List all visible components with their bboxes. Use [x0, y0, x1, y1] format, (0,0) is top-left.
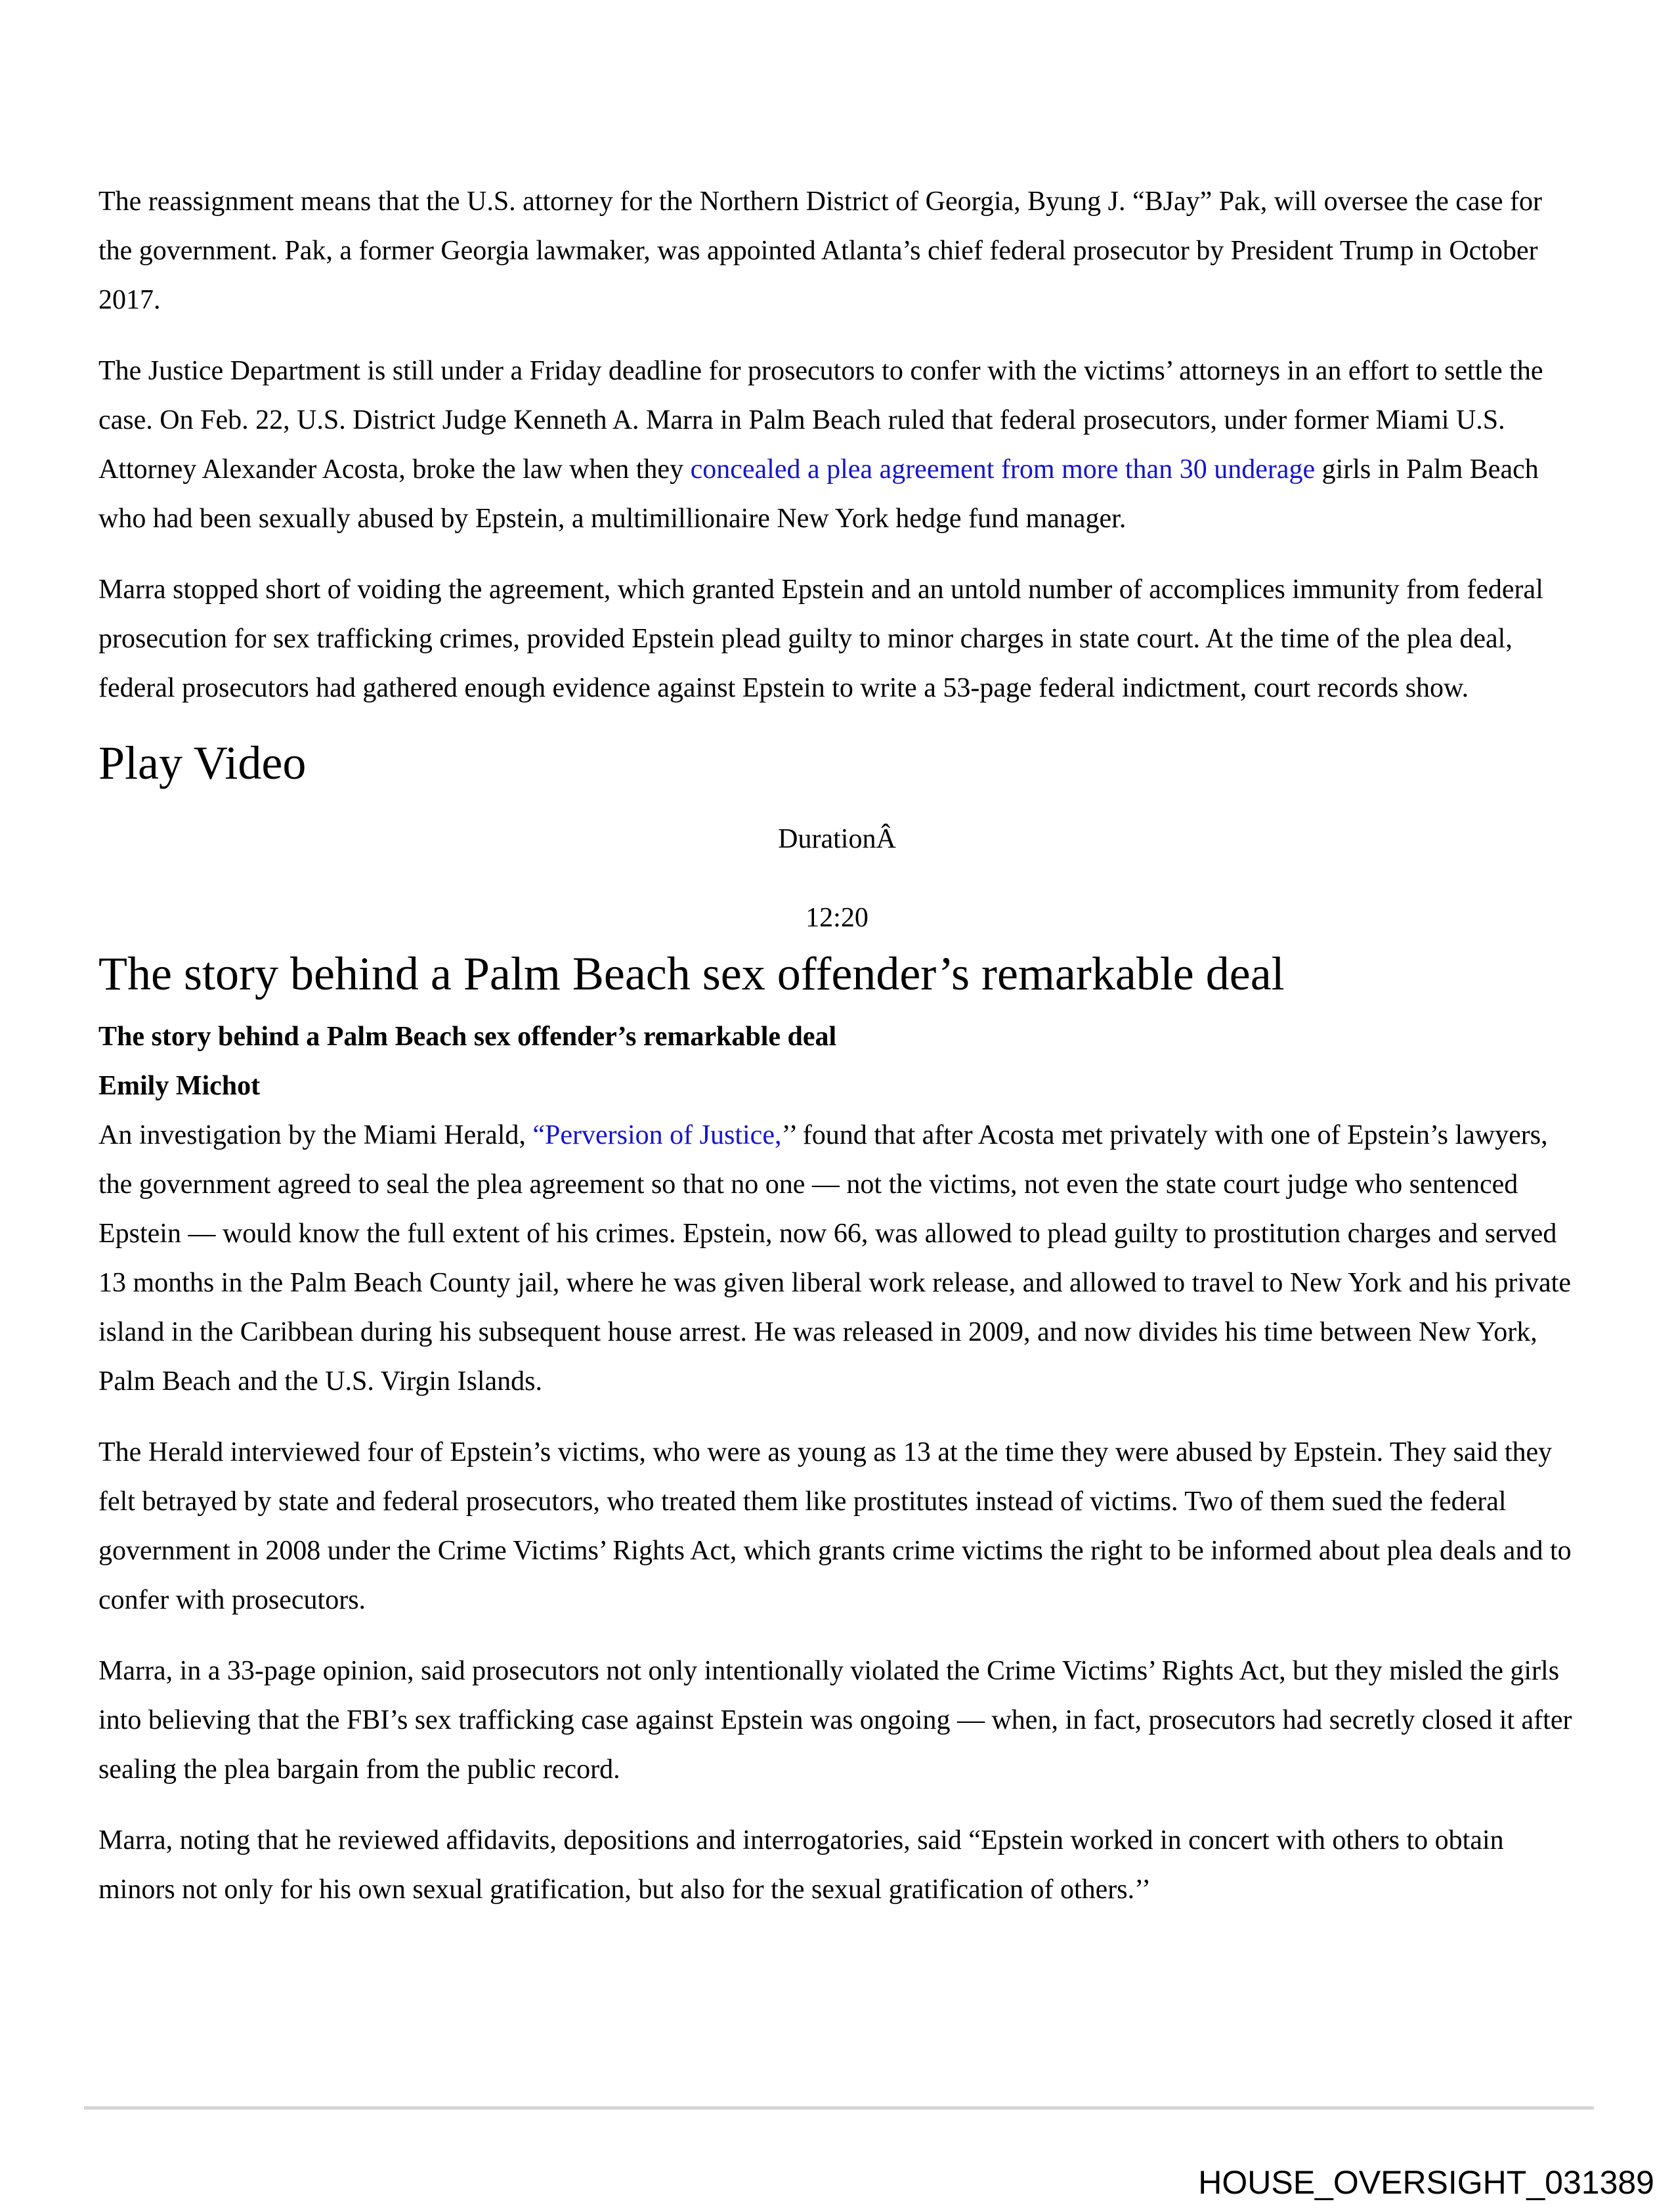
article-paragraph: [98, 347, 1576, 544]
text-segment: An investigation by the Miami Herald,: [98, 1120, 533, 1150]
page-divider: [84, 2106, 1594, 2110]
text-segment: The Herald interviewed four of Epstein’s victims, who were as young as 13 at the time they were abused by Epstein. They said they felt betrayed by state and federal prosecutors, who treated them like prostitutes instead of victims. Two of them sued the federal government in 2008 under the Crime Victims’ Rights Act, which grants crime victims the right to be informed about plea deals and to confer with prosecutors.: [98, 1437, 1572, 1615]
article-paragraph: [98, 565, 1576, 713]
article-paragraph: [98, 1816, 1576, 1915]
video-duration-label: DurationÂ: [778, 824, 896, 854]
video-caption-title: The story behind a Palm Beach sex offender’s remarkable deal: [98, 1022, 837, 1052]
bates-stamp: HOUSE_OVERSIGHT_031389: [1198, 2164, 1654, 2201]
play-video-heading[interactable]: Play Video: [98, 737, 307, 789]
text-segment: ’’ found that after Acosta met privately with one of Epstein’s lawyers, the government agreed to seal the plea agreement so that no one — not the victims, not even the state court judge who sentenced Epstein — would know the full extent of his crimes. Epstein, now 66, was allowed to plead guilty to prostitution charges and served 13 months in the Palm Beach County jail, where he was given liberal work release, and allowed to travel to New York and his private island in the Caribbean during his subsequent house arrest. He was released in 2009, and now divides his time between New York, Palm Beach and the U.S. Virgin Islands.: [98, 1120, 1571, 1397]
text-segment: The reassignment means that the U.S. attorney for the Northern District of Georgia, Byung J. “BJay” Pak, will oversee the case for the government. Pak, a former Georgia lawmaker, was appointed Atlanta’s chief federal prosecutor by President Trump in October 2017.: [98, 186, 1542, 315]
article-paragraph: [98, 1111, 1576, 1406]
article-paragraph: [98, 177, 1576, 325]
text-segment: Marra, in a 33-page opinion, said prosecutors not only intentionally violated the Crime Victims’ Rights Act, but they misled the girls into believing that the FBI’s sex trafficking case against Epstein was ongoing — when, in fact, prosecutors had secretly closed it after sealing the plea bargain from the public record.: [98, 1656, 1572, 1785]
text-segment: The Justice Department is still under a Friday deadline for prosecutors to confer with the victims’ attorneys in an effort to settle the case. On Feb. 22, U.S. District Judge Kenneth A. Marra in Palm Beach ruled that federal prosecutors, under former Miami U.S. Attorney Alexander Acosta, broke the law when they: [98, 356, 1543, 485]
text-segment: girls in Palm Beach who had been sexually abused by Epstein, a multimillionaire New York hedge fund manager.: [98, 454, 1539, 534]
article-paragraph: [98, 1647, 1576, 1794]
video-duration-time: 12:20: [805, 903, 869, 933]
plea-agreement-link[interactable]: concealed a plea agreement from more than 30 underage: [690, 454, 1316, 485]
perversion-of-justice-link[interactable]: “Perversion of Justice,: [532, 1120, 782, 1150]
text-segment: Marra, noting that he reviewed affidavits, depositions and interrogatories, said “Epstein worked in concert with others to obtain minors not only for his own sexual gratification, but also for the sexual gratification of others.’’: [98, 1825, 1504, 1905]
video-credit-byline: Emily Michot: [98, 1071, 261, 1101]
video-headline: The story behind a Palm Beach sex offender’s remarkable deal: [98, 947, 1285, 1000]
article-paragraph: [98, 1428, 1576, 1625]
text-segment: Marra stopped short of voiding the agreement, which granted Epstein and an untold number of accomplices immunity from federal prosecution for sex trafficking crimes, provided Epstein plead guilty to minor charges in state court. At the time of the plea deal, federal prosecutors had gathered enough evidence against Epstein to write a 53-page federal indictment, court records show.: [98, 575, 1543, 703]
video-caption-block: [98, 1012, 1576, 1406]
